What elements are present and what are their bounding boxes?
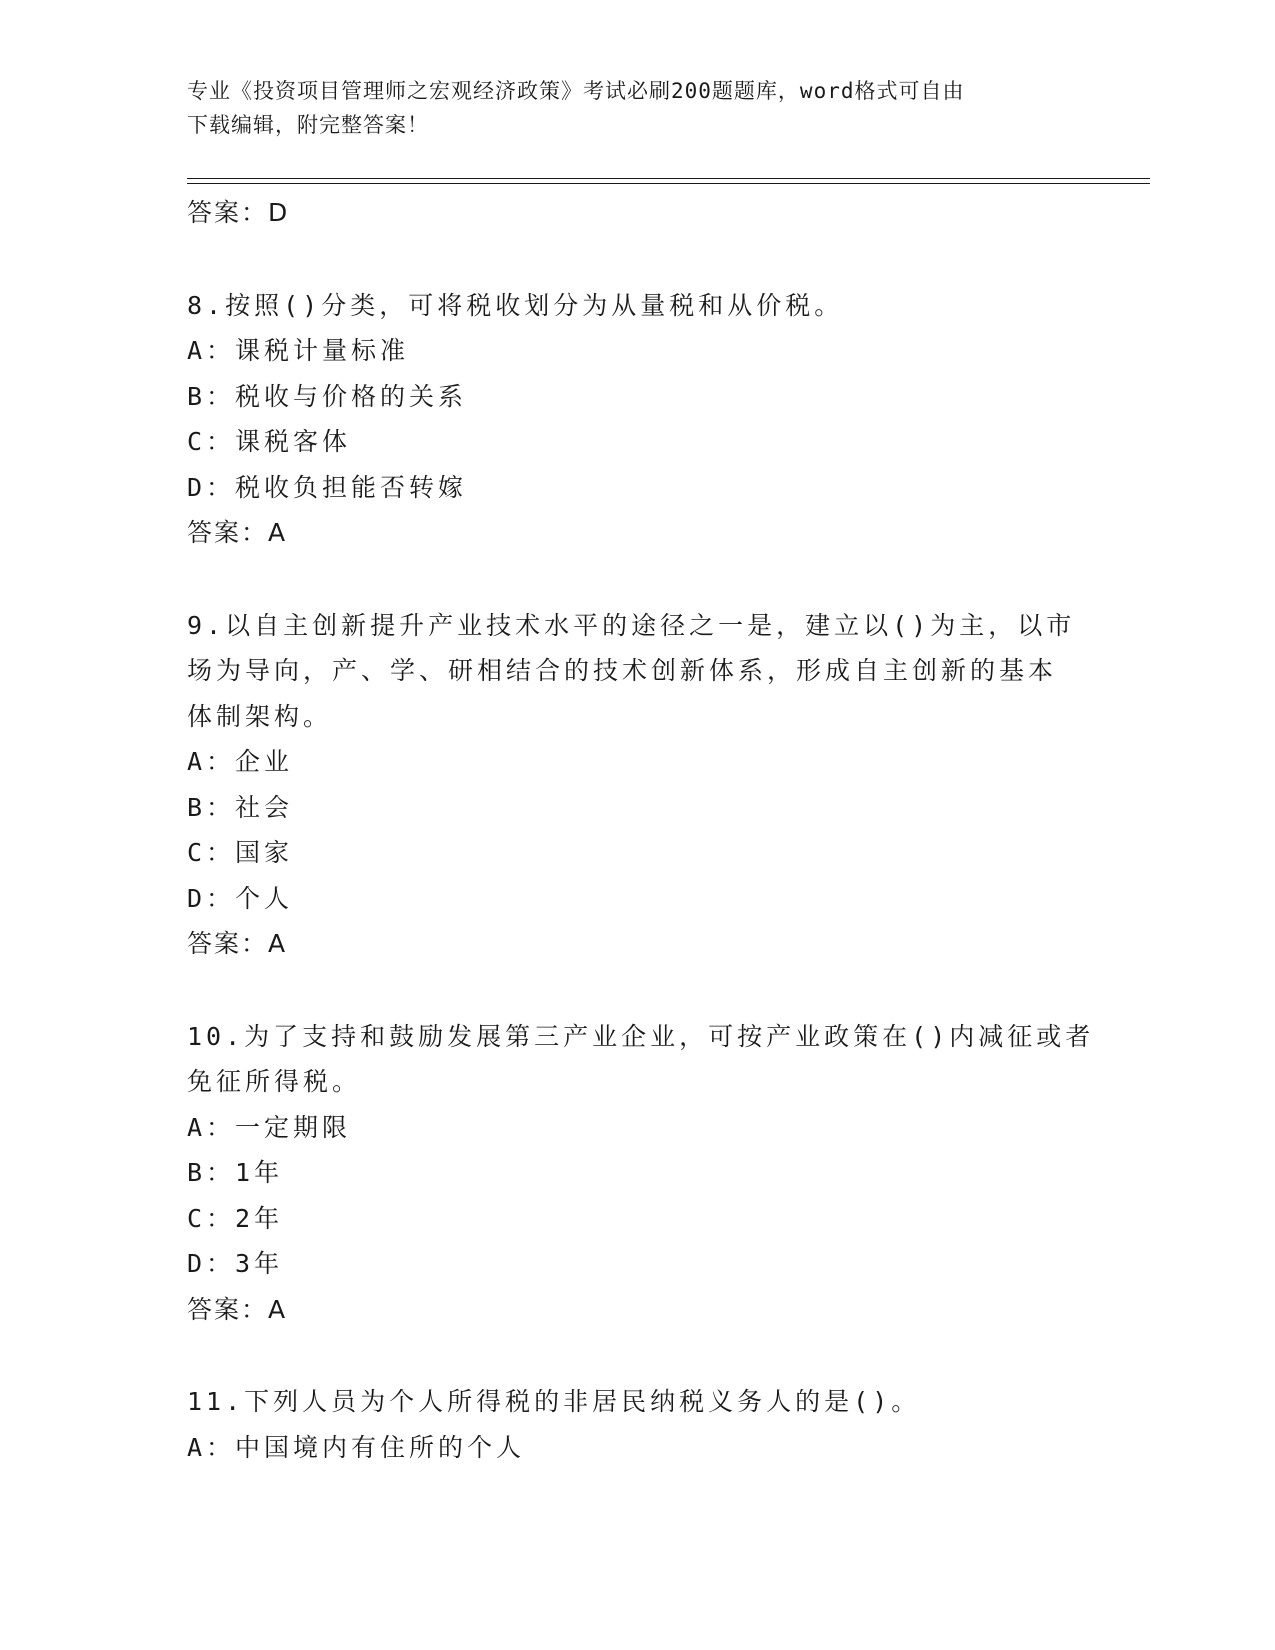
question-10 [187, 1014, 1095, 1333]
question-8 [187, 283, 1087, 556]
question-9-answer: 答案：A [187, 929, 288, 958]
header-title-line-1: 专业《投资项目管理师之宏观经济政策》考试必刷200题题库，word格式可自由 [187, 79, 965, 103]
question-9-text-line-3: 体制架构。 [187, 701, 333, 731]
question-8-option-c: C：课税客体 [187, 427, 352, 456]
question-10-option-a: A：一定期限 [187, 1112, 352, 1142]
question-8-option-b: B：税收与价格的关系 [187, 381, 468, 411]
question-9-text-line-2: 场为导向，产、学、研相结合的技术创新体系，形成自主创新的基本 [187, 656, 1058, 685]
previous-answer: 答案：D [187, 198, 290, 227]
question-10-text-line-2: 免征所得税。 [187, 1067, 362, 1096]
spacer [187, 236, 1087, 283]
question-9-option-b: B：社会 [187, 792, 294, 822]
question-8-option-a: A：课税计量标准 [187, 336, 410, 365]
document-header [187, 74, 1087, 142]
question-10-text-line-1: 10.为了支持和鼓励发展第三产业企业，可按产业政策在()内减征或者 [187, 1021, 1095, 1051]
question-8-option-d: D：税收负担能否转嫁 [187, 472, 468, 502]
question-11-option-a: A：中国境内有住所的个人 [187, 1432, 526, 1462]
question-9-option-a: A：企业 [187, 747, 294, 776]
header-rule-top [187, 178, 1150, 179]
header-title-line-2: 下载编辑，附完整答案！ [187, 113, 429, 137]
question-8-answer: 答案：A [187, 518, 288, 547]
question-9-option-d: D：个人 [187, 883, 294, 913]
question-11 [187, 1379, 1087, 1470]
question-10-option-b: B：1年 [187, 1158, 284, 1187]
spacer [187, 556, 1087, 603]
question-10-option-c: C：2年 [187, 1203, 284, 1233]
question-10-option-d: D：3年 [187, 1249, 284, 1278]
spacer [187, 1332, 1087, 1379]
question-9-text-line-1: 9.以自主创新提升产业技术水平的途径之一是，建立以()为主，以市 [187, 610, 1076, 640]
question-9-option-c: C：国家 [187, 838, 294, 867]
question-9 [187, 603, 1087, 967]
question-8-text-line-1: 8.按照()分类，可将税收划分为从量税和从价税。 [187, 290, 844, 320]
header-rule-bottom [187, 183, 1150, 184]
question-10-answer: 答案：A [187, 1294, 288, 1324]
question-11-text-line-1: 11.下列人员为个人所得税的非居民纳税义务人的是()。 [187, 1387, 921, 1416]
spacer [187, 967, 1087, 1014]
question-list [187, 190, 1095, 1470]
